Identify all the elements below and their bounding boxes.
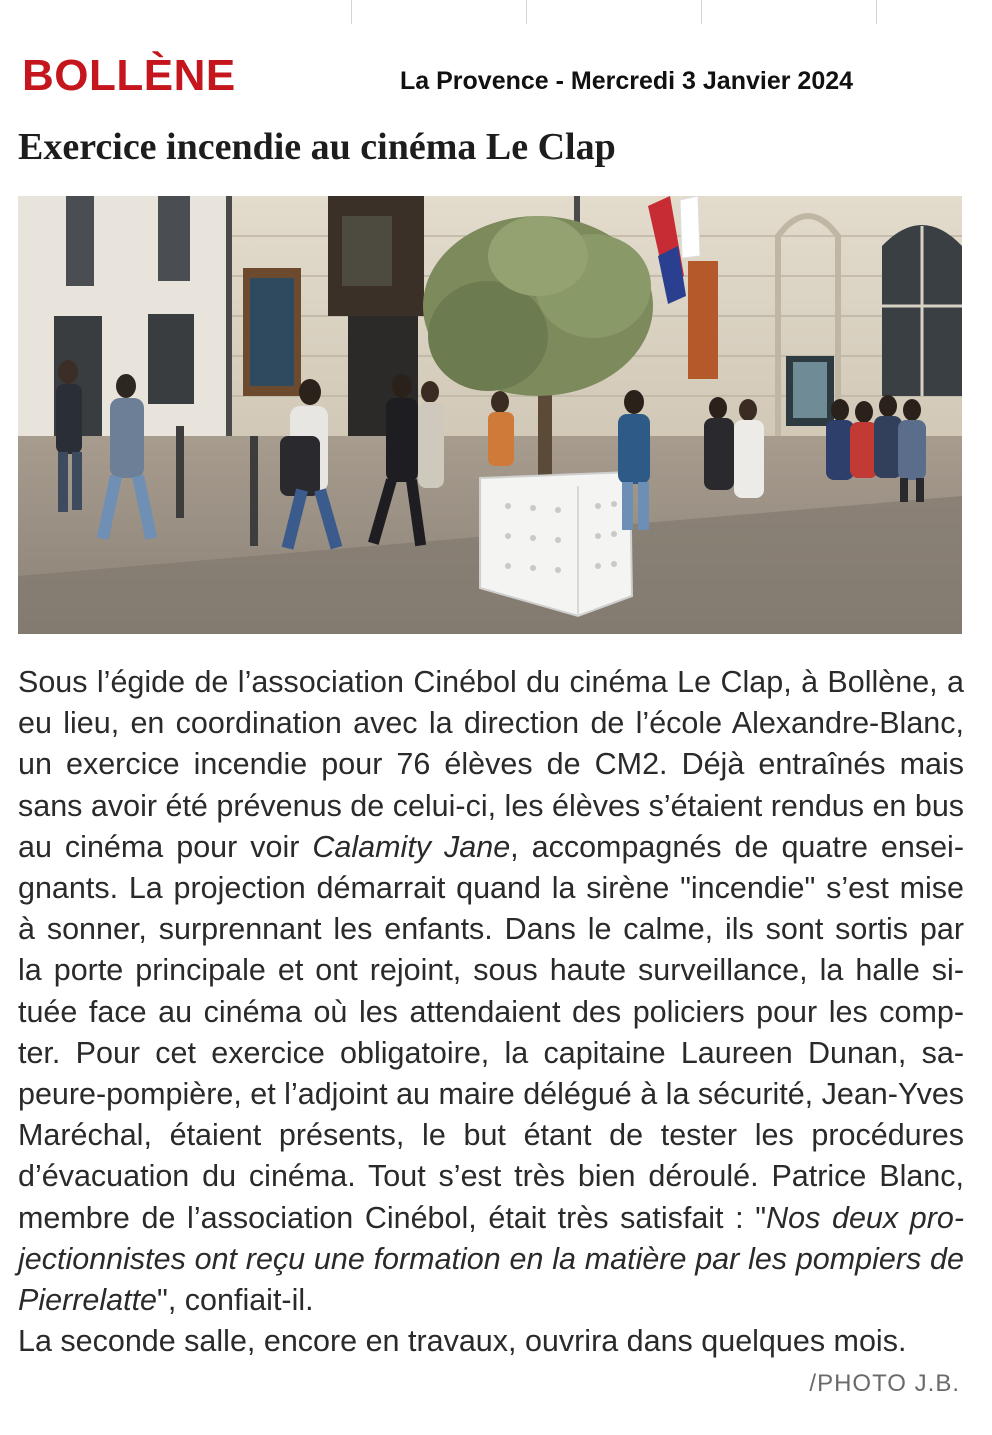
photo-credit: /PHOTO J.B.	[809, 1370, 960, 1397]
line-text: sans avoir été prévenus de celui-ci, les élèves s’étaient rendus en bus	[18, 788, 965, 823]
line-text: un exercice incendie pour 76 élèves de CM2. Déjà entraînés mais	[18, 747, 964, 782]
article-body	[18, 662, 964, 1362]
article-headline: Exercice incendie au cinéma Le Clap	[18, 126, 616, 168]
line-text: peure-pompière, et l’adjoint au maire délégué à la sécurité, Jean-Yves	[18, 1077, 965, 1112]
article-line	[18, 662, 964, 703]
article-line	[18, 1321, 964, 1362]
publication-source-date: La Provence - Mercredi 3 Janvier 2024	[400, 67, 854, 95]
line-text: d’évacuation du cinéma. Tout s’est très bien déroulé. Patrice Blanc,	[18, 1159, 964, 1194]
article-line	[18, 909, 964, 950]
line-text: la porte principale et ont rejoint, sous haute surveillance, la halle si-	[18, 953, 964, 988]
line-text: au cinéma pour voir	[18, 829, 313, 864]
article-line	[18, 827, 964, 868]
article-line	[18, 1074, 964, 1115]
line-text: eu lieu, en coordination avec la direction de l’école Alexandre-Blanc,	[18, 706, 964, 741]
article-line	[18, 786, 964, 827]
line-text: Maréchal, étaient présents, le but étant de tester les procédures	[18, 1118, 964, 1153]
column-separator	[876, 0, 877, 24]
line-text: ", confiait-il.	[157, 1283, 314, 1318]
article-photo	[18, 196, 962, 634]
italic-text: Pierrelatte	[18, 1283, 158, 1318]
line-text: Sous l’égide de l’association Cinébol du cinéma Le Clap, à Bollène, a	[18, 665, 964, 699]
italic-text: jectionnistes ont reçu une formation en la matière par les pompiers de	[18, 1241, 964, 1276]
line-text: La seconde salle, encore en travaux, ouvrira dans quelques mois.	[18, 1324, 907, 1359]
column-separator	[526, 0, 527, 24]
article-line	[18, 1156, 964, 1197]
line-text: gnants. La projection démarrait quand la sirène "incendie" s’est mise	[18, 871, 964, 906]
line-text: , accompagnés de quatre ensei-	[510, 829, 964, 864]
article-line	[18, 1280, 964, 1321]
article-line	[18, 1198, 964, 1239]
column-separator	[351, 0, 352, 24]
article-line	[18, 992, 964, 1033]
line-text: membre de l’association Cinébol, était très satisfait : "	[18, 1200, 767, 1235]
article-line	[18, 868, 964, 909]
article-line	[18, 1033, 964, 1074]
article-line	[18, 744, 964, 785]
article-line	[18, 703, 964, 744]
italic-text: Nos deux pro-	[766, 1200, 964, 1235]
italic-text: Calamity Jane	[312, 829, 511, 864]
article-line	[18, 950, 964, 991]
line-text: ter. Pour cet exercice obligatoire, la capitaine Laureen Dunan, sa-	[18, 1035, 964, 1070]
article-line	[18, 1239, 964, 1280]
column-separator	[701, 0, 702, 24]
article-line	[18, 1115, 964, 1156]
section-rubric: BOLLÈNE	[22, 51, 236, 100]
line-text: à sonner, surprennant les enfants. Dans le calme, ils sont sortis par	[18, 912, 964, 947]
line-text: tuée face au cinéma où les attendaient des policiers pour les comp-	[18, 994, 964, 1029]
